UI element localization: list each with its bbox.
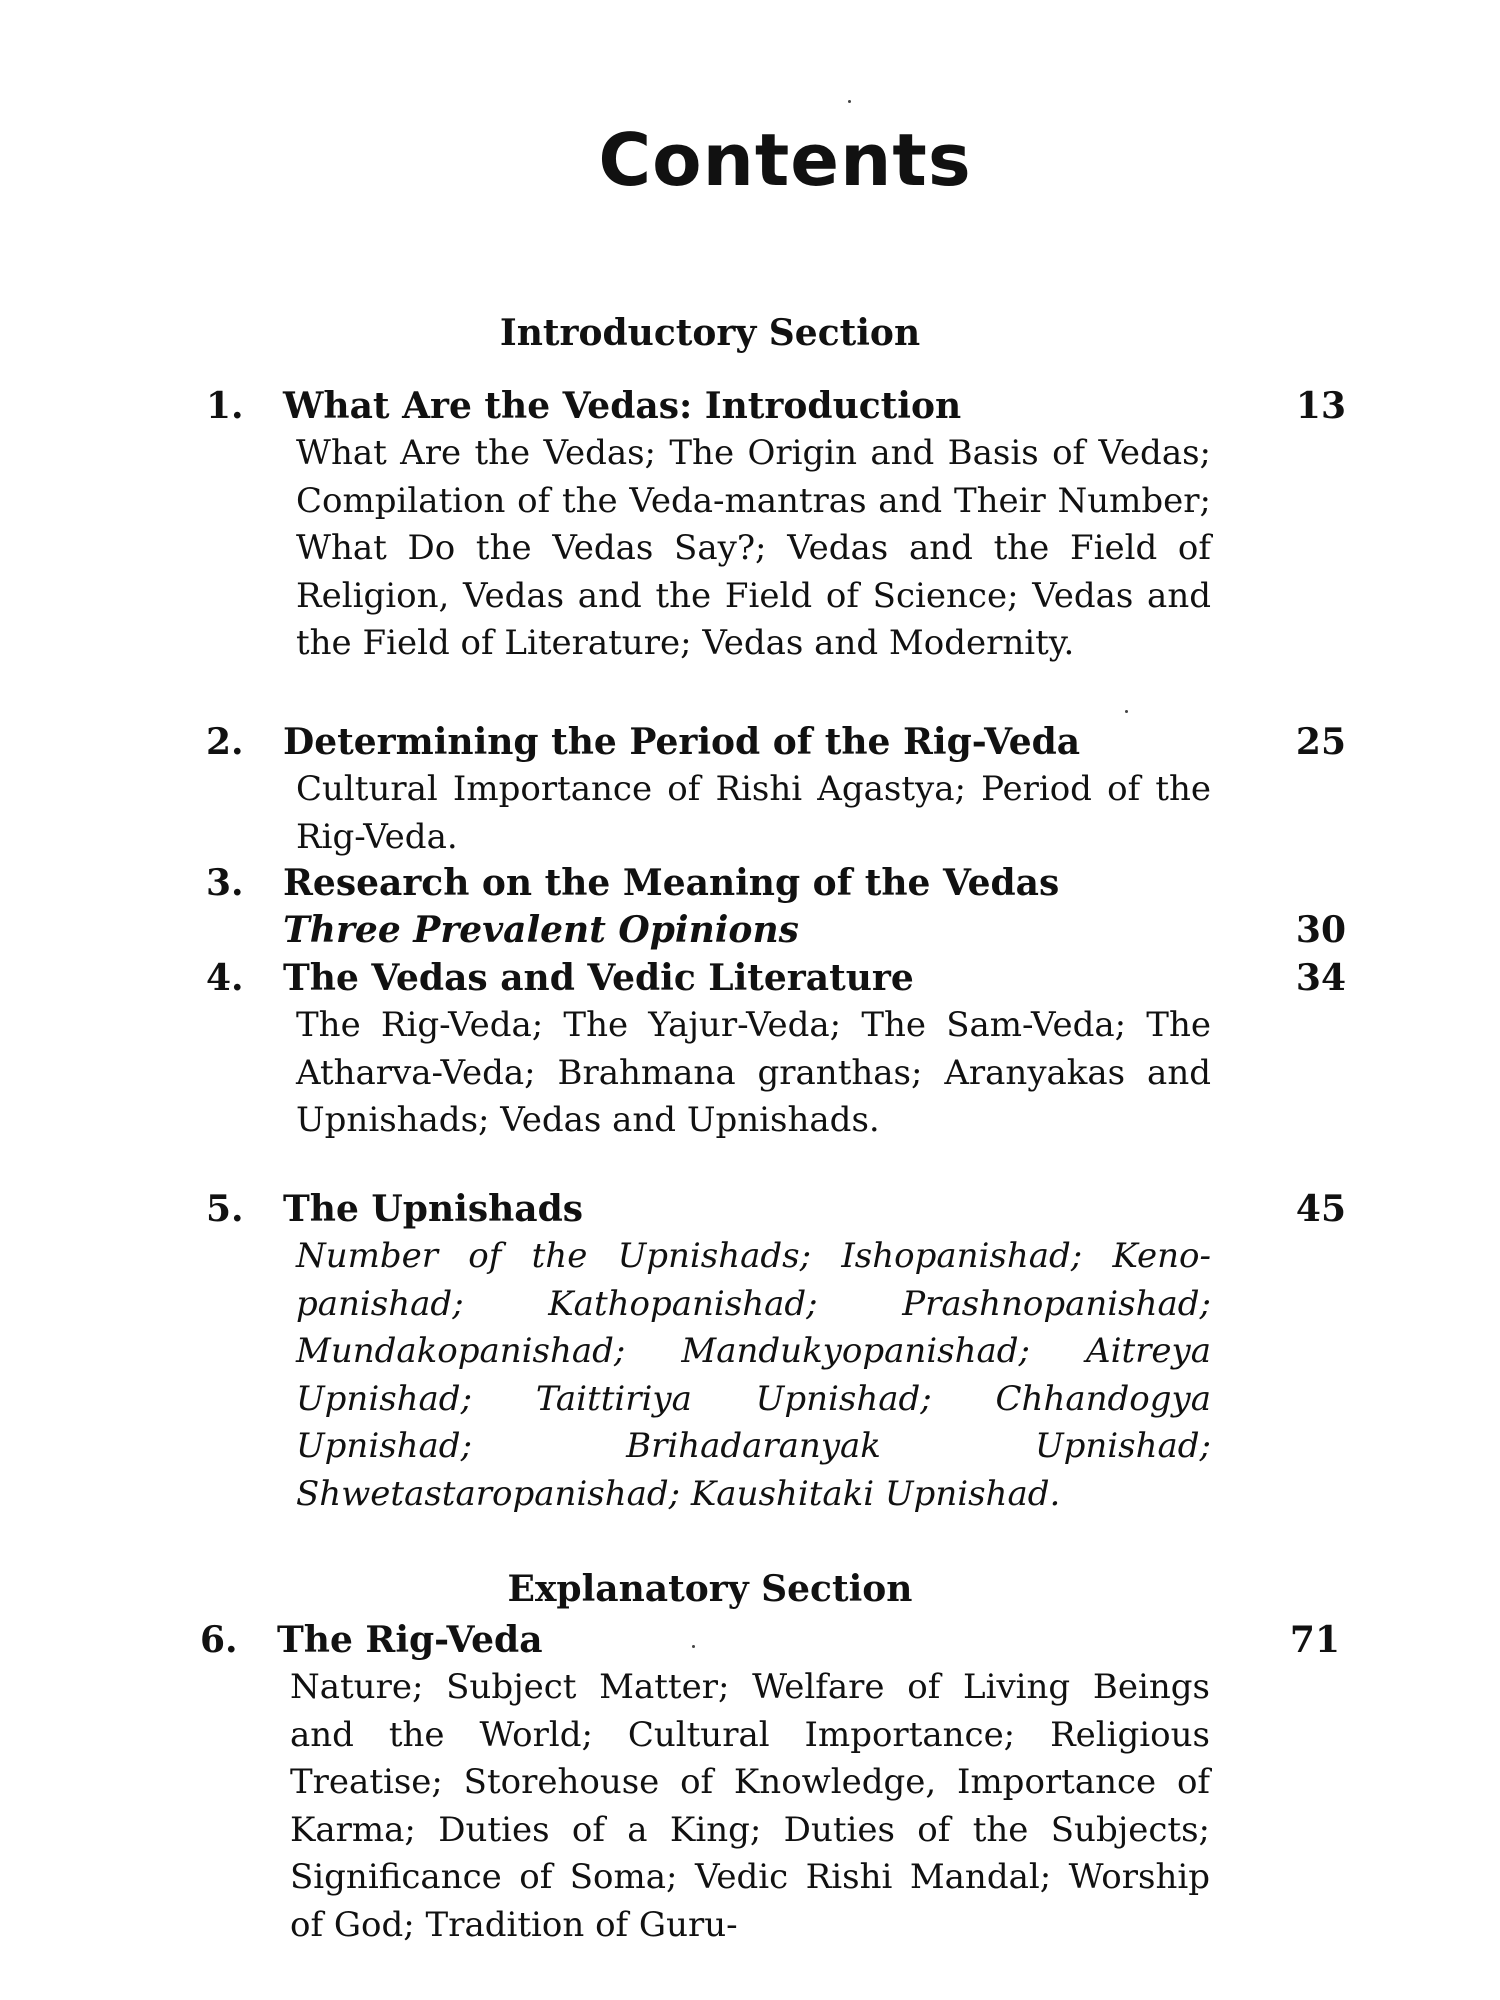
entry-number: 2. <box>206 721 244 763</box>
section-heading-introductory: Introductory Section <box>499 312 921 354</box>
toc-entry-4[interactable] <box>206 955 1346 1145</box>
toc-entry-5[interactable] <box>206 1186 1346 1518</box>
entry-description: What Are the Vedas; The Origin and Basis of Vedas; Compilation of the Veda-mantras and Their Number; What Do the Vedas Say?; Vedas and the Field of Religion, Vedas and the Field of Science; Vedas and the Field of Literature; Vedas and Modernity. <box>296 433 1211 663</box>
entry-title[interactable]: Determining the Period of the Rig-Veda <box>283 721 1081 763</box>
entry-page-number: 13 <box>1295 385 1346 427</box>
scan-speck <box>692 1645 695 1648</box>
entry-page-number: 45 <box>1295 1188 1346 1230</box>
section-heading-explanatory: Explanatory Section <box>507 1568 913 1610</box>
entry-description: Cultural Importance of Rishi Agastya; Period of the Rig-Veda. <box>296 769 1211 857</box>
page-title: Contents <box>598 118 972 202</box>
entry-description: The Rig-Veda; The Yajur-Veda; The Sam-Veda; The Atharva-Veda; Brahmana granthas; Aranyakas and Upnishads; Vedas and Upnishads. <box>296 1005 1211 1140</box>
toc-entry-1[interactable] <box>206 383 1346 668</box>
entry-title[interactable]: What Are the Vedas: Introduction <box>283 385 962 427</box>
entry-page-number: 34 <box>1295 957 1346 999</box>
entry-title[interactable]: The Upnishads <box>283 1188 584 1230</box>
scan-speck <box>1125 710 1128 713</box>
toc-entry-2[interactable] <box>206 719 1346 861</box>
toc-entry-6[interactable] <box>200 1617 1340 1949</box>
entry-page-number: 25 <box>1295 721 1346 763</box>
entry-title[interactable]: Research on the Meaning of the Vedas <box>283 862 1060 904</box>
entry-description: Nature; Subject Matter; Welfare of Living Beings and the World; Cultural Importance; Religious Treatise; Storehouse of Knowledge, Importance of Karma; Duties of a King; Duties of the Subjects; Significance of Soma; Vedic Rishi Mandal; Worship of God; Tradition of Guru- <box>290 1667 1210 1945</box>
entry-number: 4. <box>206 957 244 999</box>
entry-number: 6. <box>200 1619 238 1661</box>
scan-speck <box>848 100 851 103</box>
entry-title[interactable]: The Vedas and Vedic Literature <box>283 957 914 999</box>
entry-number: 1. <box>206 385 244 427</box>
entry-page-number: 30 <box>1295 909 1346 951</box>
entry-number: 5. <box>206 1188 244 1230</box>
entry-description: Number of the Upnishads; Ishopanishad; Keno-panishad; Kathopanishad; Prashnopanishad; Mundakopanishad; Mandukyopanishad; Aitreya Upnishad; Taittiriya Upnishad; Chhandogya Upnishad; Brihadaranyak Upnishad; Shwetastaropanishad; Kaushitaki Upnishad. <box>296 1236 1211 1514</box>
entry-number: 3. <box>206 862 244 904</box>
entry-title-continued[interactable]: Three Prevalent Opinions <box>283 909 799 951</box>
toc-entry-3[interactable] <box>206 860 1346 954</box>
entry-title[interactable]: The Rig-Veda <box>277 1619 543 1661</box>
entry-page-number: 71 <box>1289 1619 1340 1661</box>
